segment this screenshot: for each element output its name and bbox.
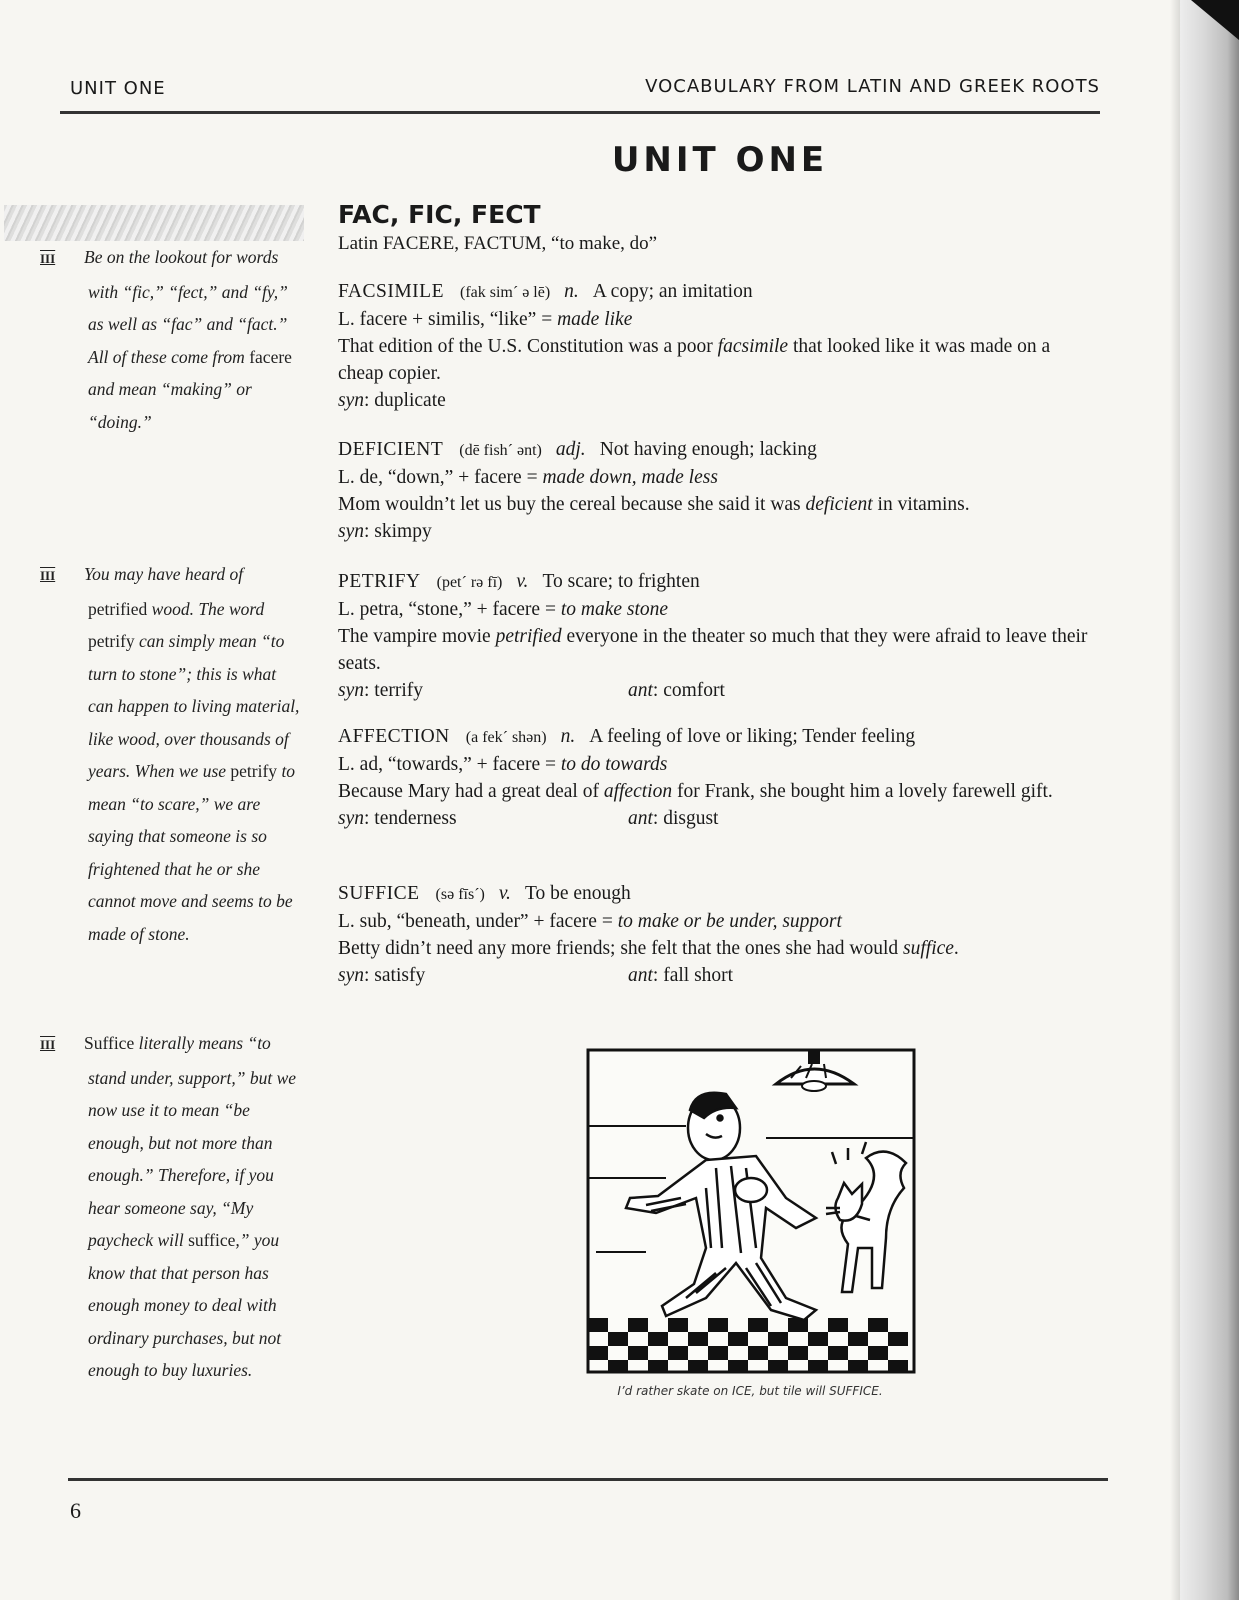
entry-example-word: suffice xyxy=(903,938,954,959)
illustration-caption: I’d rather skate on ICE, but tile will SUFFICE. xyxy=(617,1384,883,1398)
entry-etymology: L. de, “down,” + facere = xyxy=(338,467,543,488)
note-term: petrify xyxy=(88,631,135,651)
unit-title: UNIT ONE xyxy=(611,140,829,180)
entry-word: SUFFICE xyxy=(338,883,420,904)
vocab-entry-deficient xyxy=(338,436,1098,545)
entry-example: that looked like it was made on a cheap copier. xyxy=(338,336,1051,384)
entry-etymology: L. facere + similis, “like” = xyxy=(338,309,558,330)
note-term: Suffice xyxy=(84,1033,135,1053)
entry-etymology-meaning: made down, made less xyxy=(542,467,718,488)
book-binding xyxy=(1180,0,1239,1600)
entry-example: everyone in the theater so much that they were afraid to leave their seats. xyxy=(338,626,1088,674)
sidebar-note-2 xyxy=(40,558,304,950)
entry-pronunciation: (dē fish´ ənt) xyxy=(459,442,542,459)
entry-part-of-speech: v. xyxy=(498,883,511,904)
sidebar-texture xyxy=(4,205,304,241)
note-text: can simply mean “to turn to stone”; this is what can happen to living material, like wood, over thousands of years. When we use xyxy=(88,631,300,781)
entry-example: The vampire movie xyxy=(338,626,496,647)
entry-example-word: affection xyxy=(603,781,673,802)
page-number: 6 xyxy=(70,1498,81,1523)
entry-pronunciation: (sə fīs´) xyxy=(435,886,485,903)
ant-label: ant xyxy=(628,965,653,986)
entry-part-of-speech: adj. xyxy=(555,439,586,460)
roman-numeral-icon: III xyxy=(40,251,56,266)
entry-word: DEFICIENT xyxy=(338,439,444,460)
entry-etymology-meaning: to make or be under, support xyxy=(617,911,842,932)
entry-example-word: facsimile xyxy=(717,336,789,357)
entry-example: Mom wouldn’t let us buy the cereal because she said it was xyxy=(338,494,806,515)
entry-example: Betty didn’t need any more friends; she felt that the ones she had would xyxy=(338,938,904,959)
footer-rule xyxy=(68,1478,1108,1481)
syn-label: syn xyxy=(338,808,364,829)
note-text: You may have heard of xyxy=(84,564,244,584)
entry-antonym: : fall short xyxy=(652,965,734,986)
entry-etymology-meaning: made like xyxy=(557,309,633,330)
entry-definition: A feeling of love or liking; Tender feeling xyxy=(589,726,916,747)
roman-numeral-icon: III xyxy=(40,1037,56,1052)
entry-synonym: : satisfy xyxy=(364,965,426,986)
entry-synonym: : tenderness xyxy=(364,808,457,829)
note-text: and mean “making” or “doing.” xyxy=(88,379,252,432)
entry-example: . xyxy=(953,938,959,959)
entry-pronunciation: (fak sim´ ə lē) xyxy=(459,284,551,301)
note-text: wood. The word xyxy=(147,598,265,619)
sidebar-note-1 xyxy=(40,241,304,438)
syn-label: syn xyxy=(338,680,364,701)
entry-antonym: : comfort xyxy=(652,680,725,701)
ant-label: ant xyxy=(628,808,653,829)
header-rule xyxy=(60,111,1100,114)
entry-example: Because Mary had a great deal of xyxy=(338,781,604,802)
note-text: ,” you know that that person has enough money to deal with ordinary purchases, but not enough to buy luxuries. xyxy=(88,1230,282,1380)
entry-word: AFFECTION xyxy=(338,726,450,747)
note-term: suffice xyxy=(188,1230,236,1250)
sidebar-note-3 xyxy=(40,1027,304,1387)
entry-definition: To scare; to frighten xyxy=(542,571,700,592)
entry-part-of-speech: v. xyxy=(516,571,529,592)
skating-cartoon-illustration xyxy=(586,1048,916,1374)
note-term: petrified xyxy=(88,598,148,619)
entry-example: for Frank, she bought him a lovely farewell gift. xyxy=(672,781,1053,802)
running-header-left: UNIT ONE xyxy=(70,78,166,99)
note-text: to mean “to scare,” we are saying that someone is so frightened that he or she cannot move and seems to be made of stone. xyxy=(88,761,296,944)
vocab-entry-affection xyxy=(338,723,1098,832)
roman-numeral-icon: III xyxy=(40,568,56,583)
note-term: petrify xyxy=(230,761,278,781)
entry-definition: To be enough xyxy=(524,883,631,904)
entry-word: PETRIFY xyxy=(338,571,421,592)
root-definition: Latin FACERE, FACTUM, “to make, do” xyxy=(338,233,658,254)
syn-label: syn xyxy=(338,965,364,986)
note-text: literally means “to stand under, support,” but we now use it to mean “be enough, but not more than enough.” Therefore, if you hear someone say, “My paycheck will xyxy=(88,1033,297,1250)
entry-part-of-speech: n. xyxy=(560,726,576,747)
note-text: Be on the lookout for words with “fic,” “fect,” and “fy,” as well as “fac” and “fact.” All of these come from xyxy=(84,247,288,367)
entry-antonym: : disgust xyxy=(652,808,719,829)
entry-example-word: petrified xyxy=(495,626,562,647)
entry-synonym: : skimpy xyxy=(364,521,432,542)
entry-synonym: : duplicate xyxy=(364,390,446,411)
syn-label: syn xyxy=(338,390,364,411)
vocab-entry-suffice xyxy=(338,880,1098,989)
root-heading: FAC, FIC, FECT xyxy=(338,200,541,229)
entry-example: That edition of the U.S. Constitution was a poor xyxy=(338,336,718,357)
note-term: facere xyxy=(249,346,292,367)
entry-etymology: L. petra, “stone,” + facere = xyxy=(338,599,561,620)
entry-definition: Not having enough; lacking xyxy=(599,439,817,460)
syn-label: syn xyxy=(338,521,364,542)
entry-etymology-meaning: to do towards xyxy=(560,754,668,775)
entry-etymology-meaning: to make stone xyxy=(560,599,669,620)
entry-pronunciation: (a fek´ shən) xyxy=(465,729,547,746)
entry-part-of-speech: n. xyxy=(564,281,579,302)
vocab-entry-petrify xyxy=(338,568,1098,704)
running-header-right: VOCABULARY FROM LATIN AND GREEK ROOTS xyxy=(645,76,1100,97)
entry-synonym: : terrify xyxy=(364,680,424,701)
ant-label: ant xyxy=(628,680,653,701)
entry-example: in vitamins. xyxy=(872,494,970,515)
entry-definition: A copy; an imitation xyxy=(592,281,753,302)
entry-etymology: L. ad, “towards,” + facere = xyxy=(338,754,561,775)
entry-pronunciation: (pet´ rə fī) xyxy=(436,574,503,591)
entry-etymology: L. sub, “beneath, under” + facere = xyxy=(338,911,618,932)
entry-example-word: deficient xyxy=(805,494,873,515)
entry-word: FACSIMILE xyxy=(338,281,444,302)
vocab-entry-facsimile xyxy=(338,278,1098,414)
